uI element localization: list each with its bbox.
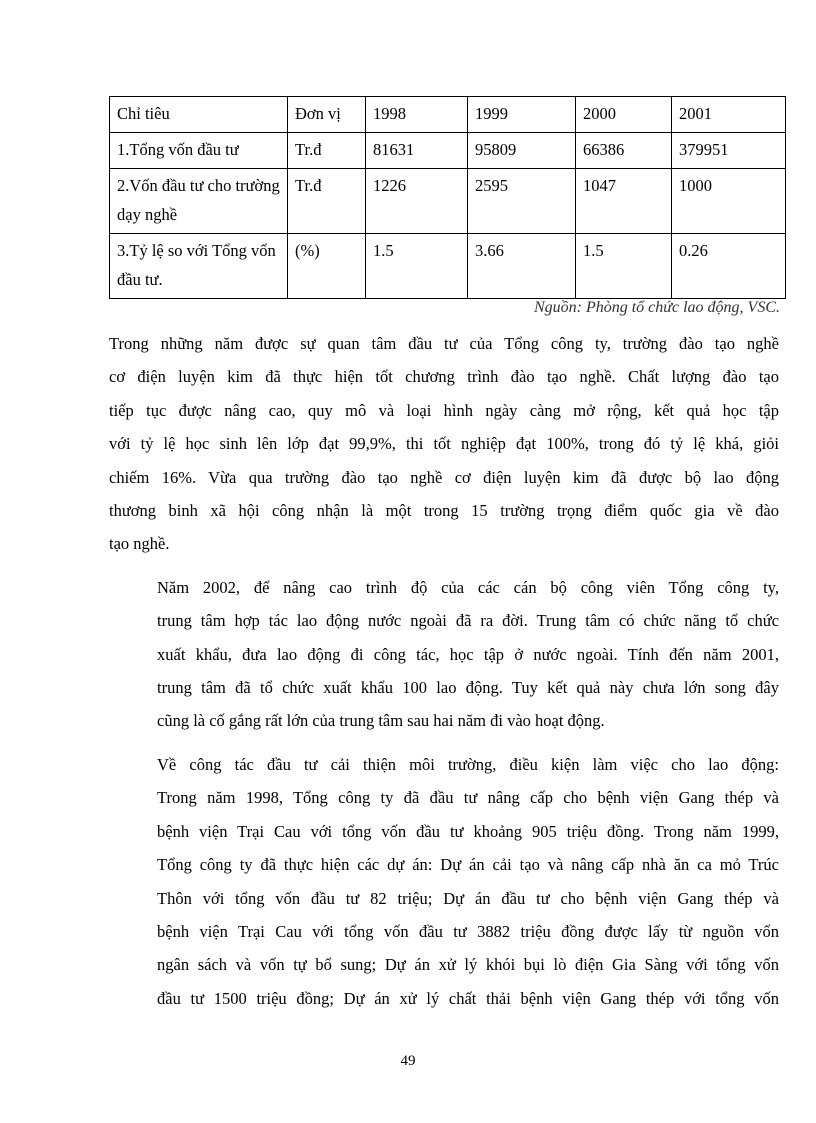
- table-cell: 1.5: [366, 234, 468, 299]
- table-cell: 0.26: [672, 234, 786, 299]
- table-header-cell: Chỉ tiêu: [110, 97, 288, 133]
- table-cell: 1047: [576, 169, 672, 234]
- table-cell: 1226: [366, 169, 468, 234]
- table-cell: 3.Tỷ lệ so với Tổng vốn đầu tư.: [110, 234, 288, 299]
- text-line: bệnh viện Trại Cau với tổng vốn đầu tư 3882 triệu đồng được lấy từ nguồn vốn: [157, 921, 779, 941]
- paragraph: [109, 327, 779, 561]
- table-cell: 2.Vốn đầu tư cho trường dạy nghề: [110, 169, 288, 234]
- table-header-cell: Đơn vị: [288, 97, 366, 133]
- text-line: thương binh xã hội công nhận là một trong 15 trường trọng điểm quốc gia về đào: [109, 501, 779, 521]
- table-header-row: [110, 97, 786, 133]
- text-line: trung tâm hợp tác lao động nước ngoài đã ra đời. Trung tâm có chức năng tổ chức: [157, 611, 779, 631]
- table-cell: 1000: [672, 169, 786, 234]
- text-line: Năm 2002, để nâng cao trình độ của các cán bộ công viên Tổng công ty,: [157, 577, 779, 597]
- text-line: đầu tư 1500 triệu đồng; Dự án xử lý chất thải bệnh viện Gang thép với tổng vốn: [157, 988, 779, 1008]
- table-cell: 66386: [576, 133, 672, 169]
- table-cell: 379951: [672, 133, 786, 169]
- table-cell: 1.5: [576, 234, 672, 299]
- text-line: tiếp tục được nâng cao, quy mô và loại hình ngày càng mở rộng, kết quả học tập: [109, 400, 779, 420]
- text-line: với tỷ lệ học sinh lên lớp đạt 99,9%, thi tốt nghiệp đạt 100%, trong đó tỷ lệ khá, giỏi: [109, 434, 779, 454]
- paragraph: [109, 748, 779, 1015]
- table-row: [110, 169, 786, 234]
- table-cell: 1.Tổng vốn đầu tư: [110, 133, 288, 169]
- text-line: cũng là cố gắng rất lớn của trung tâm sau hai năm đi vào hoạt động.: [157, 711, 605, 731]
- investment-table: [109, 96, 786, 299]
- page-number: 49: [400, 1053, 416, 1069]
- table-cell: 95809: [468, 133, 576, 169]
- table-header-cell: 2001: [672, 97, 786, 133]
- text-line: Thôn với tổng vốn đầu tư 82 triệu; Dự án đầu tư cho bệnh viện Gang thép và: [157, 888, 779, 908]
- body-text: [109, 327, 779, 1015]
- table-row: [110, 234, 786, 299]
- table-row: [110, 133, 786, 169]
- table-cell: Tr.đ: [288, 169, 366, 234]
- text-line: tạo nghề.: [109, 534, 170, 554]
- text-line: Trong năm 1998, Tổng công ty đã đầu tư nâng cấp cho bệnh viện Gang thép và: [157, 788, 779, 808]
- table-cell: 81631: [366, 133, 468, 169]
- text-line: Về công tác đầu tư cải thiện môi trường, điều kiện làm việc cho lao động:: [157, 754, 779, 774]
- text-line: trung tâm đã tổ chức xuất khẩu 100 lao động. Tuy kết quả này chưa lớn song đây: [157, 678, 779, 698]
- text-line: ngân sách và vốn tự bổ sung; Dự án xử lý khói bụi lò điện Gia Sàng với tổng vốn: [157, 955, 779, 975]
- table-source-note: Nguồn: Phòng tổ chức lao động, VSC.: [533, 299, 780, 316]
- text-line: Trong những năm được sự quan tâm đầu tư của Tổng công ty, trường đào tạo nghề: [109, 334, 779, 353]
- table-header-cell: 1999: [468, 97, 576, 133]
- table-cell: (%): [288, 234, 366, 299]
- text-line: xuất khẩu, đưa lao động đi công tác, học tập ở nước ngoài. Tính đến năm 2001,: [157, 644, 779, 664]
- table-cell: 2595: [468, 169, 576, 234]
- table-header-cell: 1998: [366, 97, 468, 133]
- text-line: bệnh viện Trại Cau với tổng vốn đầu tư khoảng 905 triệu đồng. Trong năm 1999,: [157, 821, 779, 841]
- table-cell: 3.66: [468, 234, 576, 299]
- text-line: chiếm 16%. Vừa qua trường đào tạo nghề cơ điện luyện kim đã được bộ lao động: [109, 467, 779, 487]
- text-line: Tổng công ty đã thực hiện các dự án: Dự án cải tạo và nâng cấp nhà ăn ca mỏ Trúc: [157, 855, 779, 875]
- table-header-cell: 2000: [576, 97, 672, 133]
- text-line: cơ điện luyện kim đã thực hiện tốt chương trình đào tạo nghề. Chất lượng đào tạo: [109, 367, 779, 387]
- table-cell: Tr.đ: [288, 133, 366, 169]
- paragraph: [109, 571, 779, 738]
